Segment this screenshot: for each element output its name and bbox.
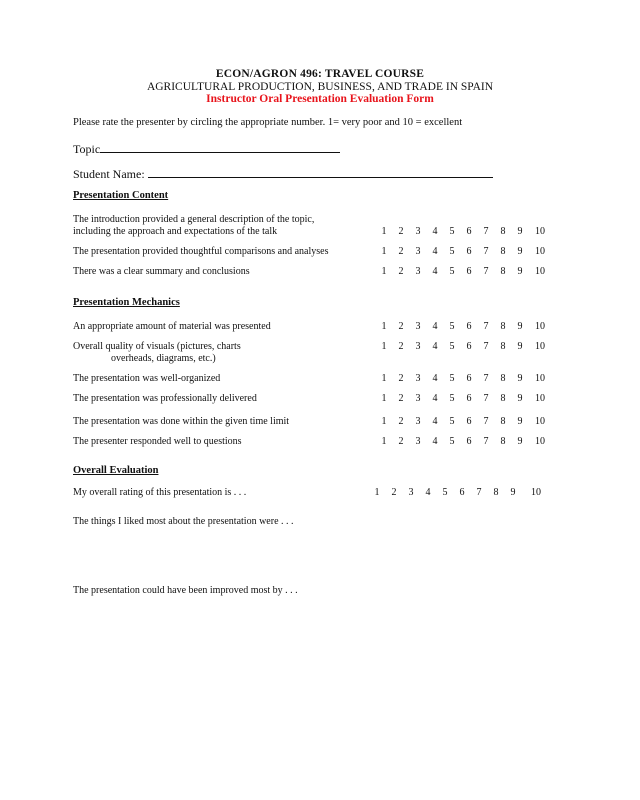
rating-option-1[interactable]: 1	[381, 416, 387, 427]
rating-option-4[interactable]: 4	[432, 373, 438, 384]
rating-option-6[interactable]: 6	[466, 393, 472, 404]
rating-option-3[interactable]: 3	[408, 487, 414, 498]
rating-option-6[interactable]: 6	[466, 373, 472, 384]
rating-option-8[interactable]: 8	[500, 226, 506, 237]
rating-option-5[interactable]: 5	[449, 341, 455, 352]
rating-option-7[interactable]: 7	[483, 373, 489, 384]
rating-option-1[interactable]: 1	[381, 246, 387, 257]
student-name-input-line[interactable]	[148, 166, 493, 178]
rating-option-4[interactable]: 4	[432, 321, 438, 332]
rating-option-9[interactable]: 9	[517, 436, 523, 447]
rating-option-1[interactable]: 1	[381, 226, 387, 237]
rating-option-7[interactable]: 7	[483, 436, 489, 447]
rating-option-8[interactable]: 8	[500, 436, 506, 447]
rating-option-6[interactable]: 6	[459, 487, 465, 498]
rating-option-6[interactable]: 6	[466, 226, 472, 237]
question-text: An appropriate amount of material was presented	[73, 321, 271, 332]
rating-option-1[interactable]: 1	[381, 373, 387, 384]
rating-option-8[interactable]: 8	[493, 487, 499, 498]
rating-option-2[interactable]: 2	[398, 393, 404, 404]
content-section-heading: Presentation Content	[73, 190, 169, 201]
student-name-field	[73, 166, 493, 182]
rating-option-2[interactable]: 2	[398, 266, 404, 277]
question-text: The presentation was done within the given time limit	[73, 416, 290, 427]
question-row	[73, 416, 289, 428]
rating-option-9[interactable]: 9	[517, 373, 523, 384]
rating-option-3[interactable]: 3	[415, 373, 421, 384]
rating-option-4[interactable]: 4	[432, 266, 438, 277]
rating-option-1[interactable]: 1	[381, 436, 387, 447]
question-text: The presentation provided thoughtful comparisons and analyses	[73, 246, 329, 257]
rating-option-10[interactable]: 10	[535, 373, 545, 384]
instructions: Please rate the presenter by circling the appropriate number. 1= very poor and 10 = excellent	[73, 117, 463, 128]
topic-field	[73, 141, 340, 157]
question-row	[73, 393, 257, 405]
rating-option-10[interactable]: 10	[535, 416, 545, 427]
rating-option-6[interactable]: 6	[466, 416, 472, 427]
rating-option-8[interactable]: 8	[500, 321, 506, 332]
rating-option-7[interactable]: 7	[483, 416, 489, 427]
rating-option-1[interactable]: 1	[374, 487, 380, 498]
rating-option-9[interactable]: 9	[517, 266, 523, 277]
rating-option-2[interactable]: 2	[398, 226, 404, 237]
question-text: The presentation was well-organized	[73, 373, 221, 384]
improvement-label: The presentation could have been improved most by . . .	[73, 585, 298, 596]
rating-option-3[interactable]: 3	[415, 226, 421, 237]
rating-option-6[interactable]: 6	[466, 321, 472, 332]
rating-option-4[interactable]: 4	[432, 436, 438, 447]
rating-option-2[interactable]: 2	[398, 321, 404, 332]
overall-rating-label: My overall rating of this presentation is . . .	[73, 487, 247, 498]
rating-option-10[interactable]: 10	[535, 393, 545, 404]
rating-option-7[interactable]: 7	[483, 246, 489, 257]
question-text: The introduction provided a general description of the topic,	[73, 214, 315, 225]
rating-option-7[interactable]: 7	[483, 266, 489, 277]
rating-option-6[interactable]: 6	[466, 341, 472, 352]
rating-option-9[interactable]: 9	[517, 321, 523, 332]
rating-option-10[interactable]: 10	[535, 226, 545, 237]
overall-section-heading: Overall Evaluation	[73, 465, 159, 476]
rating-option-10[interactable]: 10	[535, 246, 545, 257]
rating-option-7[interactable]: 7	[483, 226, 489, 237]
rating-option-10[interactable]: 10	[535, 341, 545, 352]
rating-option-2[interactable]: 2	[398, 341, 404, 352]
rating-option-6[interactable]: 6	[466, 436, 472, 447]
rating-option-9[interactable]: 9	[510, 487, 516, 498]
rating-option-5[interactable]: 5	[449, 393, 455, 404]
course-subtitle: AGRICULTURAL PRODUCTION, BUSINESS, AND TRADE IN SPAIN	[146, 81, 494, 93]
mechanics-section-heading: Presentation Mechanics	[73, 297, 180, 308]
rating-option-2[interactable]: 2	[391, 487, 397, 498]
question-row	[73, 214, 314, 238]
question-text: The presentation was professionally delivered	[73, 393, 257, 404]
rating-option-5[interactable]: 5	[449, 226, 455, 237]
question-row	[73, 341, 241, 365]
rating-option-7[interactable]: 7	[483, 321, 489, 332]
rating-option-9[interactable]: 9	[517, 246, 523, 257]
liked-most-label: The things I liked most about the presentation were . . .	[73, 516, 294, 527]
rating-option-4[interactable]: 4	[432, 226, 438, 237]
rating-option-3[interactable]: 3	[415, 416, 421, 427]
rating-option-5[interactable]: 5	[442, 487, 448, 498]
rating-option-7[interactable]: 7	[476, 487, 482, 498]
rating-option-4[interactable]: 4	[432, 393, 438, 404]
rating-option-10[interactable]: 10	[535, 436, 545, 447]
rating-option-8[interactable]: 8	[500, 266, 506, 277]
rating-option-5[interactable]: 5	[449, 246, 455, 257]
rating-option-3[interactable]: 3	[415, 436, 421, 447]
rating-option-8[interactable]: 8	[500, 373, 506, 384]
topic-input-line[interactable]	[100, 141, 340, 153]
question-row	[73, 321, 271, 333]
rating-option-2[interactable]: 2	[398, 246, 404, 257]
question-text: The presenter responded well to questions	[73, 436, 242, 447]
question-row	[73, 373, 220, 385]
rating-option-1[interactable]: 1	[381, 321, 387, 332]
question-text-cont: overheads, diagrams, etc.)	[111, 353, 216, 364]
rating-option-5[interactable]: 5	[449, 416, 455, 427]
question-text: Overall quality of visuals (pictures, charts	[73, 341, 241, 352]
rating-option-5[interactable]: 5	[449, 373, 455, 384]
rating-option-9[interactable]: 9	[517, 341, 523, 352]
rating-option-2[interactable]: 2	[398, 373, 404, 384]
rating-option-8[interactable]: 8	[500, 246, 506, 257]
rating-option-4[interactable]: 4	[425, 487, 431, 498]
rating-option-4[interactable]: 4	[432, 246, 438, 257]
question-row	[73, 246, 329, 258]
rating-option-3[interactable]: 3	[415, 341, 421, 352]
rating-option-5[interactable]: 5	[449, 436, 455, 447]
rating-option-7[interactable]: 7	[483, 393, 489, 404]
rating-option-5[interactable]: 5	[449, 266, 455, 277]
rating-option-6[interactable]: 6	[466, 266, 472, 277]
question-text-cont: including the approach and expectations of the talk	[73, 226, 278, 237]
rating-option-8[interactable]: 8	[500, 416, 506, 427]
topic-label: Topic	[73, 142, 101, 156]
form-title: Instructor Oral Presentation Evaluation Form	[206, 93, 434, 105]
rating-option-4[interactable]: 4	[432, 416, 438, 427]
rating-option-6[interactable]: 6	[466, 246, 472, 257]
rating-option-3[interactable]: 3	[415, 393, 421, 404]
question-row	[73, 436, 242, 448]
rating-option-10[interactable]: 10	[535, 321, 545, 332]
rating-option-9[interactable]: 9	[517, 226, 523, 237]
rating-option-1[interactable]: 1	[381, 266, 387, 277]
course-title: ECON/AGRON 496: TRAVEL COURSE	[215, 68, 425, 80]
rating-option-8[interactable]: 8	[500, 341, 506, 352]
rating-option-4[interactable]: 4	[432, 341, 438, 352]
rating-option-10[interactable]: 10	[535, 266, 545, 277]
rating-option-9[interactable]: 9	[517, 416, 523, 427]
rating-option-3[interactable]: 3	[415, 321, 421, 332]
rating-option-10[interactable]: 10	[531, 487, 541, 498]
question-row	[73, 266, 250, 278]
rating-option-8[interactable]: 8	[500, 393, 506, 404]
rating-option-7[interactable]: 7	[483, 341, 489, 352]
student-name-label: Student Name:	[73, 167, 148, 181]
rating-option-5[interactable]: 5	[449, 321, 455, 332]
rating-option-2[interactable]: 2	[398, 416, 404, 427]
rating-option-1[interactable]: 1	[381, 341, 387, 352]
question-text: There was a clear summary and conclusions	[73, 266, 250, 277]
rating-option-1[interactable]: 1	[381, 393, 387, 404]
rating-option-2[interactable]: 2	[398, 436, 404, 447]
rating-option-9[interactable]: 9	[517, 393, 523, 404]
rating-option-3[interactable]: 3	[415, 266, 421, 277]
rating-option-3[interactable]: 3	[415, 246, 421, 257]
